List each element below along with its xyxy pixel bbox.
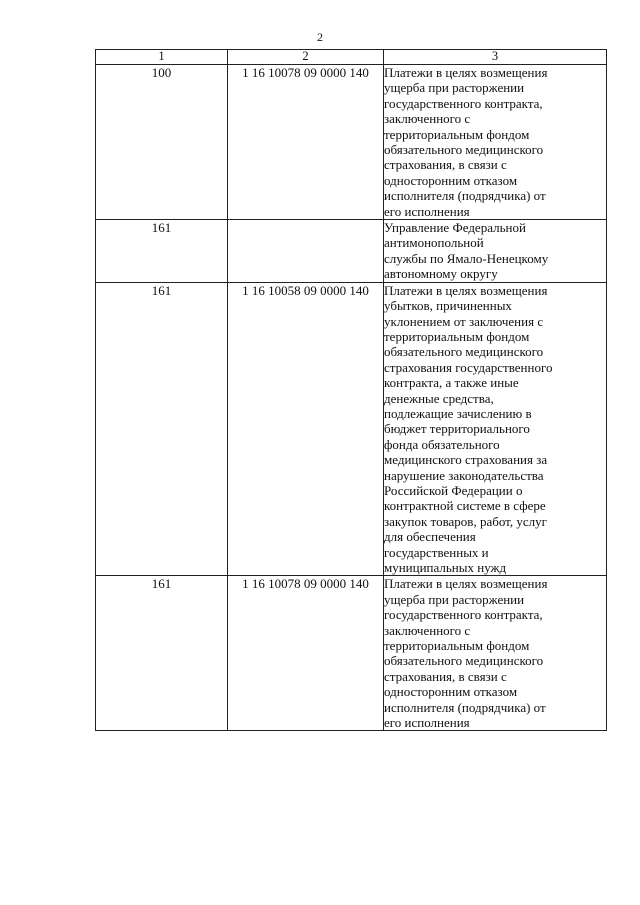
description-line: денежные средства, — [384, 390, 494, 406]
description-line: государственных и — [384, 544, 489, 560]
description-line: антимонопольной — [384, 235, 484, 251]
description-line: Платежи в целях возмещения — [384, 65, 548, 80]
description-line: нарушение законодательства — [384, 467, 544, 483]
description-line: муниципальных нужд — [384, 560, 507, 575]
budget-classification-code-cell — [228, 220, 384, 283]
description-line: страхования государственного — [384, 359, 553, 375]
admin-code-cell: 161 — [96, 282, 228, 576]
description-cell — [384, 220, 607, 283]
description-line: ущерба при расторжении — [384, 80, 525, 96]
table-row — [96, 576, 607, 731]
description-cell — [384, 576, 607, 731]
description-line: страхования, в связи с — [384, 157, 507, 173]
table-body — [96, 65, 607, 731]
description-line: односторонним отказом — [384, 172, 518, 188]
description-line: односторонним отказом — [384, 684, 518, 700]
description-line: территориальным фондом — [384, 328, 530, 344]
description-line: государственного контракта, — [384, 607, 543, 623]
description-line: обязательного медицинского — [384, 344, 544, 360]
description-line: исполнителя (подрядчика) от — [384, 699, 546, 715]
column-header-1: 1 — [96, 50, 228, 65]
description-line: Платежи в целях возмещения — [384, 282, 548, 298]
description-line: Управление Федеральной — [384, 220, 526, 236]
description-line: убытков, причиненных — [384, 298, 512, 314]
budget-classification-code-cell: 1 16 10058 09 0000 140 — [228, 282, 384, 576]
description-line: государственного контракта, — [384, 95, 543, 111]
description-line: фонда обязательного — [384, 436, 500, 452]
description-line: уклонением от заключения с — [384, 313, 544, 329]
description-line: исполнителя (подрядчика) от — [384, 188, 546, 204]
column-header-3: 3 — [384, 50, 607, 65]
table-header-row — [96, 50, 607, 65]
admin-code-cell: 161 — [96, 576, 228, 731]
table-row — [96, 65, 607, 220]
table-row — [96, 220, 607, 283]
budget-codes-table — [95, 49, 607, 731]
table-row — [96, 282, 607, 576]
description-line: страхования, в связи с — [384, 668, 507, 684]
budget-classification-code-cell: 1 16 10078 09 0000 140 — [228, 576, 384, 731]
description-line: медицинского страхования за — [384, 452, 548, 468]
description-line: обязательного медицинского — [384, 653, 544, 669]
description-cell — [384, 65, 607, 220]
description-line: заключенного с — [384, 622, 471, 638]
budget-classification-code-cell: 1 16 10078 09 0000 140 — [228, 65, 384, 220]
admin-code-cell: 161 — [96, 220, 228, 283]
description-line: Российской Федерации о — [384, 482, 523, 498]
description-line: контрактной системе в сфере — [384, 498, 546, 514]
description-line: территориальным фондом — [384, 638, 530, 654]
admin-code-cell: 100 — [96, 65, 228, 220]
description-line: Платежи в целях возмещения — [384, 576, 548, 592]
description-line: закупок товаров, работ, услуг — [384, 513, 547, 529]
description-line: автономному округу — [384, 266, 498, 282]
description-line: подлежащие зачислению в — [384, 405, 532, 421]
description-line: его исполнения — [384, 203, 470, 219]
description-line: заключенного с — [384, 111, 471, 127]
description-line: обязательного медицинского — [384, 142, 544, 158]
description-line: его исполнения — [384, 715, 470, 731]
page-number: 2 — [317, 30, 323, 44]
description-cell — [384, 282, 607, 576]
description-line: для обеспечения — [384, 529, 476, 545]
column-header-2: 2 — [228, 50, 384, 65]
description-line: службы по Ямало-Ненецкому — [384, 250, 549, 266]
description-line: территориальным фондом — [384, 126, 530, 142]
description-line: ущерба при расторжении — [384, 591, 525, 607]
description-line: контракта, а также иные — [384, 375, 519, 391]
description-line: бюджет территориального — [384, 421, 530, 437]
